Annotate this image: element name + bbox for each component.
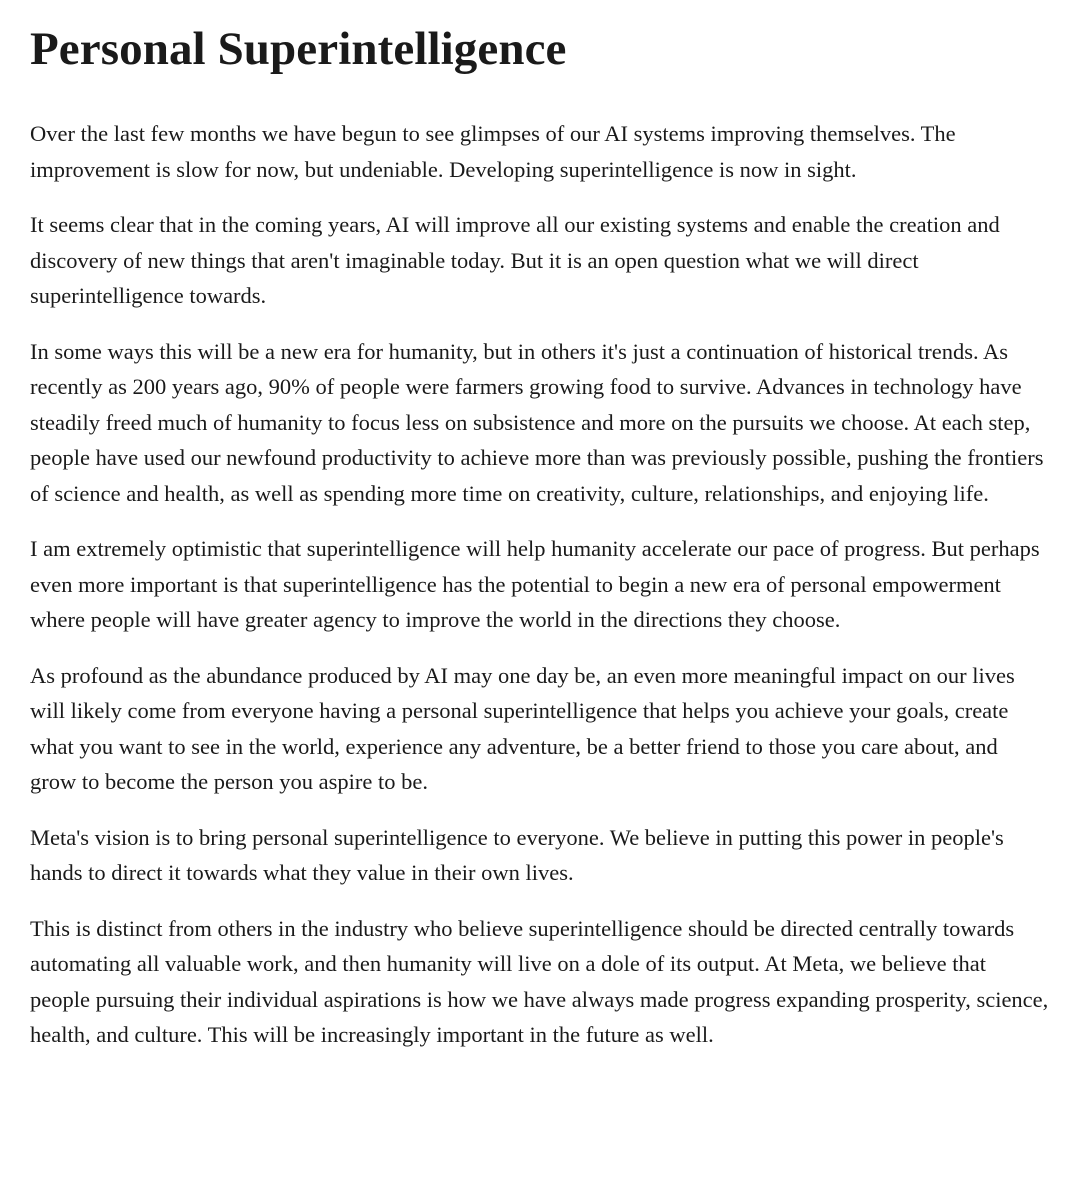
paragraph-6: Meta's vision is to bring personal superintelligence to everyone. We believe in putting this power in people's hands to direct it towards what they value in their own lives. [30,824,1004,885]
paragraph-1: Over the last few months we have begun to see glimpses of our AI systems improving themselves. The improvement is slow for now, but undeniable. Developing superintelligence is now in sight. [30,121,956,182]
paragraph-4: I am extremely optimistic that superintelligence will help humanity accelerate our pace of progress. But perhaps even more important is that superintelligence has the potential to begin a new era of personal empowerment where people will have greater agency to improve the world in the directions they choose. [30,536,1040,632]
paragraph-5: As profound as the abundance produced by AI may one day be, an even more meaningful impact on our lives will likely come from everyone having a personal superintelligence that helps you achieve your goals, create what you want to see in the world, experience any adventure, be a better friend to those you care about, and grow to become the person you aspire to be. [30,662,1015,794]
paragraph-2: It seems clear that in the coming years, AI will improve all our existing systems and enable the creation and discovery of new things that aren't imaginable today. But it is an open question what we will direct superintelligence towards. [30,212,1000,308]
paragraph-3: In some ways this will be a new era for humanity, but in others it's just a continuation of historical trends. As recently as 200 years ago, 90% of people were farmers growing food to survive. Advances in technology have steadily freed much of humanity to focus less on subsistence and more on the pursuits we choose. At each step, people have used our newfound productivity to achieve more than was previously possible, pushing the frontiers of science and health, as well as spending more time on creativity, culture, relationships, and enjoying life. [30,338,1044,506]
page-title: Personal Superintelligence [30,23,567,75]
paragraph-7: This is distinct from others in the industry who believe superintelligence should be directed centrally towards automating all valuable work, and then humanity will live on a dole of its output. At Meta, we believe that people pursuing their individual aspirations is how we have always made progress expanding prosperity, science, health, and culture. This will be increasingly important in the future as well. [30,915,1049,1047]
